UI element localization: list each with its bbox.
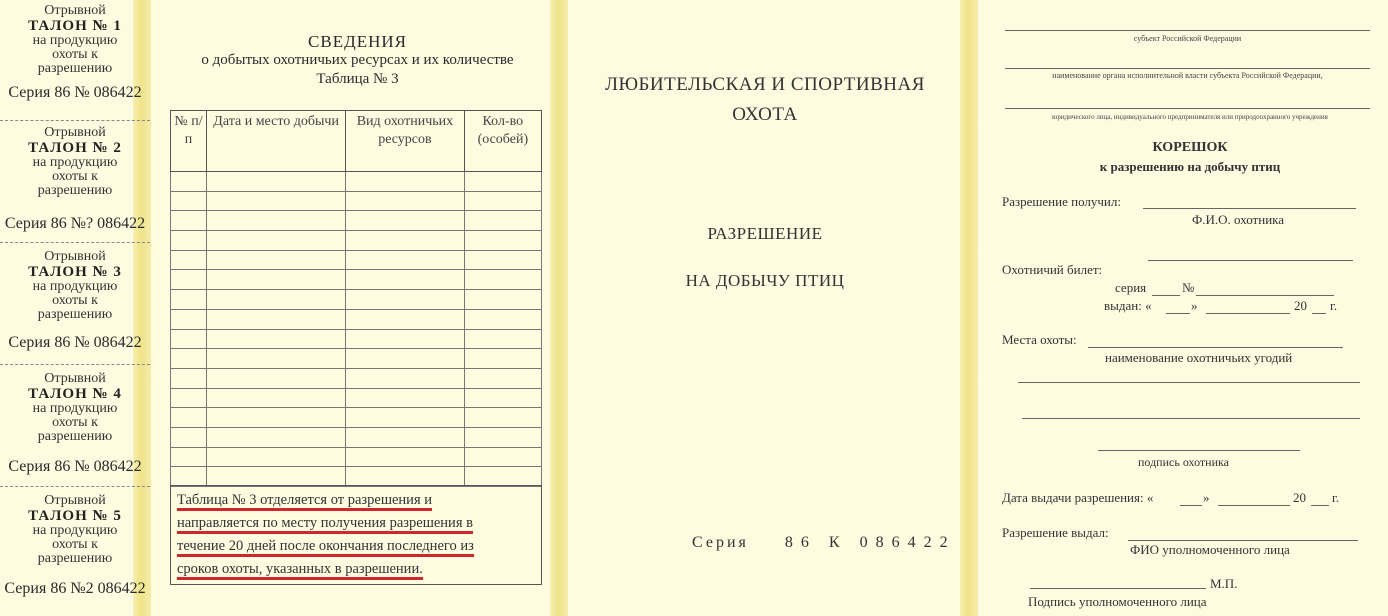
table-cell bbox=[346, 329, 465, 349]
note-line-3: течение 20 дней после окончания последнего из bbox=[177, 538, 474, 557]
table-cell bbox=[207, 427, 346, 447]
line bbox=[1005, 30, 1370, 31]
stub-line: охоты к bbox=[52, 47, 98, 62]
table-cell bbox=[171, 349, 207, 369]
table-cell bbox=[346, 388, 465, 408]
stub-line: разрешению bbox=[37, 307, 113, 322]
hunter-sign: подпись охотника bbox=[1138, 455, 1229, 469]
received-label: Разрешение получил: bbox=[1002, 194, 1121, 209]
table-cell bbox=[346, 172, 465, 192]
counterfoil-subtitle: к разрешению на добычу птиц bbox=[1099, 159, 1281, 174]
stub-label: Отрывной bbox=[44, 371, 106, 386]
stub-number: ТАЛОН № 3 bbox=[28, 264, 122, 280]
line bbox=[1005, 108, 1370, 109]
table-cell bbox=[346, 349, 465, 369]
places-caption: наименование охотничьих угодий bbox=[1105, 350, 1293, 365]
table-cell bbox=[207, 467, 346, 487]
table-cell bbox=[171, 408, 207, 428]
table-cell bbox=[346, 309, 465, 329]
line bbox=[1005, 68, 1370, 69]
stub-series: Серия 86 № 086422 bbox=[8, 458, 142, 475]
table-cell bbox=[464, 250, 541, 270]
table-cell bbox=[207, 172, 346, 192]
stub-line: разрешению bbox=[37, 551, 113, 566]
table-cell bbox=[207, 290, 346, 310]
stub-label: Отрывной bbox=[44, 249, 106, 264]
table-header bbox=[160, 32, 555, 89]
table-cell bbox=[346, 211, 465, 231]
table-cell bbox=[171, 270, 207, 290]
table-cell bbox=[207, 211, 346, 231]
table-cell bbox=[207, 388, 346, 408]
received-line bbox=[1143, 208, 1356, 209]
cover-series bbox=[692, 534, 956, 552]
table-cell bbox=[346, 427, 465, 447]
col-header-count: Кол-во (особей) bbox=[464, 111, 541, 172]
table-row bbox=[171, 290, 542, 310]
table-number: Таблица № 3 bbox=[316, 71, 399, 87]
cover-line-2: ОХОТА bbox=[732, 104, 798, 125]
stub-number: ТАЛОН № 2 bbox=[28, 140, 122, 156]
line bbox=[1180, 505, 1202, 506]
issue-year-prefix: 20 bbox=[1293, 490, 1306, 505]
table-cell bbox=[171, 388, 207, 408]
issued-quote: » bbox=[1191, 298, 1198, 313]
official-caption: ФИО уполномоченного лица bbox=[1130, 542, 1290, 557]
stamp-mark: М.П. bbox=[1210, 576, 1238, 591]
catch-table bbox=[170, 110, 542, 487]
stub-line: на продукцию bbox=[32, 401, 118, 416]
table-cell bbox=[207, 329, 346, 349]
table-cell bbox=[464, 231, 541, 251]
ticket-label: Охотничий билет: bbox=[1002, 262, 1103, 277]
fold-3 bbox=[960, 0, 978, 616]
stub-line: на продукцию bbox=[32, 523, 118, 538]
stub-series: Серия 86 №? 086422 bbox=[4, 215, 146, 232]
issued-label: выдан: « bbox=[1104, 298, 1152, 313]
stub-1 bbox=[0, 4, 150, 76]
table-cell bbox=[171, 329, 207, 349]
stub-2 bbox=[0, 126, 150, 198]
table-cell bbox=[464, 211, 541, 231]
table-cell bbox=[207, 368, 346, 388]
table-cell bbox=[207, 191, 346, 211]
table-cell bbox=[464, 388, 541, 408]
perforation bbox=[0, 120, 150, 121]
line bbox=[1312, 313, 1326, 314]
stub-line: на продукцию bbox=[32, 279, 118, 294]
table-cell bbox=[464, 172, 541, 192]
cover-series-label: Серия bbox=[692, 534, 749, 551]
stub-label: Отрывной bbox=[44, 3, 106, 18]
table-cell bbox=[171, 172, 207, 192]
issue-date-label: Дата выдачи разрешения: « bbox=[1002, 490, 1154, 505]
stub-line: разрешению bbox=[37, 61, 113, 76]
table-note bbox=[170, 485, 542, 585]
issued-by-label: Разрешение выдал: bbox=[1002, 525, 1109, 540]
year-suffix: г. bbox=[1330, 298, 1338, 313]
cover-line-3: РАЗРЕШЕНИЕ bbox=[707, 224, 823, 243]
table-cell bbox=[464, 270, 541, 290]
table-row bbox=[171, 427, 542, 447]
table-cell bbox=[464, 447, 541, 467]
table-cell bbox=[207, 349, 346, 369]
table-cell bbox=[464, 191, 541, 211]
table-cell bbox=[464, 408, 541, 428]
table-cell bbox=[207, 250, 346, 270]
official-sign: Подпись уполномоченного лица bbox=[1028, 594, 1207, 609]
line bbox=[1218, 505, 1290, 506]
cover-series-value: 86 К 086422 bbox=[784, 534, 956, 551]
table-cell bbox=[346, 447, 465, 467]
table-cell bbox=[207, 270, 346, 290]
fold-2 bbox=[550, 0, 568, 616]
table-row bbox=[171, 309, 542, 329]
table-cell bbox=[464, 349, 541, 369]
stub-number: ТАЛОН № 1 bbox=[28, 18, 122, 34]
stub-line: на продукцию bbox=[32, 155, 118, 170]
table-cell bbox=[171, 447, 207, 467]
note-line-2: направляется по месту получения разрешения в bbox=[177, 515, 473, 534]
col-header-date-place: Дата и место добычи bbox=[207, 111, 346, 172]
table-cell bbox=[171, 467, 207, 487]
counterfoil-title: КОРЕШОК bbox=[1152, 140, 1228, 155]
table-cell bbox=[346, 290, 465, 310]
note-line-1: Таблица № 3 отделяется от разрешения и bbox=[177, 492, 432, 511]
line bbox=[1022, 418, 1360, 419]
table-cell bbox=[346, 270, 465, 290]
line bbox=[1311, 505, 1329, 506]
issue-date-quote: » bbox=[1203, 490, 1210, 505]
line bbox=[1196, 295, 1334, 296]
table-row bbox=[171, 408, 542, 428]
stub-line: охоты к bbox=[52, 415, 98, 430]
table-cell bbox=[346, 231, 465, 251]
table-cell bbox=[346, 368, 465, 388]
table-cell bbox=[171, 309, 207, 329]
caption-entity: юридического лица, индивидуального предпринимателя или природоохранного учреждения bbox=[1052, 113, 1328, 121]
table-cell bbox=[464, 309, 541, 329]
table-cell bbox=[171, 231, 207, 251]
stub-label: Отрывной bbox=[44, 125, 106, 140]
table-cell bbox=[207, 309, 346, 329]
places-label: Места охоты: bbox=[1002, 332, 1077, 347]
table-cell bbox=[207, 231, 346, 251]
stub-line: охоты к bbox=[52, 293, 98, 308]
table-cell bbox=[464, 290, 541, 310]
table-cell bbox=[171, 427, 207, 447]
line bbox=[1166, 313, 1190, 314]
table-row bbox=[171, 368, 542, 388]
cover-line-4: НА ДОБЫЧУ ПТИЦ bbox=[685, 271, 845, 290]
perforation bbox=[0, 486, 150, 487]
table-row bbox=[171, 191, 542, 211]
table-cell bbox=[171, 290, 207, 310]
col-header-species: Вид охотничьих ресурсов bbox=[346, 111, 465, 172]
note-line-4: сроков охоты, указанных в разрешении. bbox=[177, 561, 423, 580]
table-row bbox=[171, 349, 542, 369]
stub-line: на продукцию bbox=[32, 33, 118, 48]
stub-line: охоты к bbox=[52, 169, 98, 184]
table-cell bbox=[464, 427, 541, 447]
table-body bbox=[171, 172, 542, 487]
table-row bbox=[171, 231, 542, 251]
stub-4 bbox=[0, 372, 150, 444]
line bbox=[1152, 295, 1180, 296]
stub-line: охоты к bbox=[52, 537, 98, 552]
stub-series: Серия 86 № 086422 bbox=[8, 334, 142, 351]
caption-subject: субъект Российской Федерации bbox=[1133, 34, 1242, 43]
stub-label: Отрывной bbox=[44, 493, 106, 508]
table-cell bbox=[346, 250, 465, 270]
perforation bbox=[0, 242, 150, 243]
stub-number: ТАЛОН № 4 bbox=[28, 386, 122, 402]
table-row bbox=[171, 172, 542, 192]
stub-number: ТАЛОН № 5 bbox=[28, 508, 122, 524]
table-cell bbox=[464, 467, 541, 487]
places-line bbox=[1088, 347, 1343, 348]
table-cell bbox=[464, 329, 541, 349]
table-cell bbox=[346, 191, 465, 211]
stub-3 bbox=[0, 250, 150, 322]
table-row bbox=[171, 250, 542, 270]
issue-year-suffix: г. bbox=[1332, 490, 1340, 505]
line bbox=[1030, 588, 1206, 589]
table-row bbox=[171, 270, 542, 290]
stub-5 bbox=[0, 494, 150, 566]
table-cell bbox=[346, 467, 465, 487]
table-cell bbox=[207, 408, 346, 428]
stub-series: Серия 86 № 086422 bbox=[8, 84, 142, 101]
line bbox=[1206, 313, 1290, 314]
table-cell bbox=[171, 211, 207, 231]
cover-title bbox=[570, 210, 960, 304]
table-subtitle: о добытых охотничьих ресурсах и их количестве bbox=[201, 52, 514, 68]
table-cell bbox=[171, 191, 207, 211]
table-row bbox=[171, 211, 542, 231]
table-row bbox=[171, 329, 542, 349]
ticket-series: серия bbox=[1115, 280, 1147, 295]
table-row bbox=[171, 467, 542, 487]
cover-line-1: ЛЮБИТЕЛЬСКАЯ И СПОРТИВНАЯ bbox=[605, 74, 925, 95]
ticket-no: № bbox=[1182, 280, 1195, 295]
year-prefix: 20 bbox=[1294, 298, 1307, 313]
stub-line: разрешению bbox=[37, 429, 113, 444]
line bbox=[1098, 450, 1300, 451]
stub-series: Серия 86 №2 086422 bbox=[4, 580, 146, 597]
table-title: СВЕДЕНИЯ bbox=[308, 32, 407, 51]
table-row bbox=[171, 388, 542, 408]
stub-line: разрешению bbox=[37, 183, 113, 198]
table-cell bbox=[346, 408, 465, 428]
perforation bbox=[0, 364, 150, 365]
line bbox=[1128, 540, 1358, 541]
table-cell bbox=[171, 368, 207, 388]
col-header-no: № п/п bbox=[171, 111, 207, 172]
table-cell bbox=[464, 368, 541, 388]
table-row bbox=[171, 447, 542, 467]
table-cell bbox=[207, 447, 346, 467]
table-cell bbox=[171, 250, 207, 270]
caption-authority: наименование органа исполнительной власти субъекта Российской Федерации, bbox=[1052, 71, 1323, 80]
cover-heading bbox=[570, 70, 960, 130]
fio-caption: Ф.И.О. охотника bbox=[1192, 212, 1285, 227]
line bbox=[1148, 260, 1353, 261]
line bbox=[1018, 382, 1360, 383]
